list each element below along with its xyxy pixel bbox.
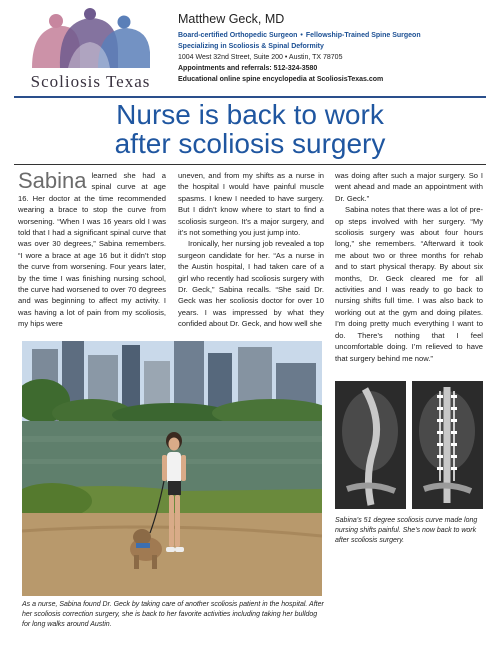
dropcap-name: Sabina xyxy=(18,168,87,193)
col2-paragraph-2: Ironically, her nursing job revealed a top surgeon candidate for her. “As a nurse in the Austin hospital, I had taken care of a girl who recently had scoliosis surgery with Dr. Geck,” Sabina recalls. “She said Dr. Geck was her scoliosis doctor for over 10 years. I was impressed by what they confided about Dr. Geck, and how well she xyxy=(178,239,324,329)
col3-paragraph-1: was doing after such a major surgery. So I went ahead and made an appointment with Dr. Geck.” xyxy=(335,171,483,203)
doctor-name: Matthew Geck, MD xyxy=(178,12,285,26)
article-title xyxy=(0,100,500,158)
page-header xyxy=(0,0,500,98)
address: 1004 West 32nd Street, Suite 200 • Austin, TX 78705 xyxy=(178,54,343,61)
col3-paragraph-2: Sabina notes that there was a lot of pre-op steps involved with her surgery. “My scoliosis surgery was about four hours long,” she remembers. “Afterward it took me about two or three months for rehab and to start physical therapy. By about six months, Dr. Geck cleared me for all activities and I was ready to go back to nursing shifts full time. I was also back to working out at the gym and doing pilates. I’m doing pretty much everything I want to do. There’s nothing that I feel uncomfortable doing. I’m relieved to have that surgery behind me now.” xyxy=(335,205,483,363)
col1-paragraph-1: learned she had a spinal curve at age 16. Her doctor at the time recommended wearing a brace to stop the curve from worsening. “When I was 16 years old I was told that I had a significant spinal curve that was over 30 degrees,” Sabina remembers. “I wore a brace at age 16 but it didn’t stop the curve from worsening. Four years later, by the time I was finishing nursing school, the curve had worsened to over 70 degrees and was beginning to affect my activity. I was having a lot of pain from my scoliosis, my hips were xyxy=(18,171,166,329)
column-1 xyxy=(18,170,166,330)
sabina-walking-dog-photo xyxy=(22,341,322,596)
title-line-2: after scoliosis surgery xyxy=(114,128,386,159)
specialty: Specializing in Scoliosis & Spinal Deformity xyxy=(178,43,324,50)
header-divider xyxy=(14,96,486,98)
logo-wordmark: Scoliosis Texas xyxy=(30,72,151,91)
column-2 xyxy=(178,170,324,330)
credential-orthopedic: Board-certified Orthopedic Surgeon xyxy=(178,32,298,39)
appointments-line: Appointments and referrals: 512-324-3580 xyxy=(178,65,318,72)
encyclopedia-line: Educational online spine encyclopedia at ScoliosisTexas.com xyxy=(178,76,384,83)
title-divider xyxy=(14,164,486,165)
scoliosis-texas-logo xyxy=(18,8,163,94)
xray-caption: Sabina’s 51 degree scoliosis curve made long nursing shifts painful. She’s now back to work after scoliosis surgery. xyxy=(335,517,478,544)
before-after-xrays xyxy=(335,381,483,509)
bullet-separator: • xyxy=(300,32,303,39)
title-line-1: Nurse is back to work xyxy=(116,99,384,130)
credential-fellowship: Fellowship-Trained Spine Surgeon xyxy=(305,32,421,39)
doctor-info xyxy=(178,12,488,85)
col2-paragraph-1: uneven, and from my shifts as a nurse in the hospital I would have painful muscle spasms. I knew I needed to have surgery. But I didn’t know where to start to find a scoliosis surgeon. It’s a major surgery, and it’s not something you just jump into. xyxy=(178,171,324,238)
logo-figures-icon xyxy=(18,8,163,74)
column-3 xyxy=(335,170,483,364)
credentials xyxy=(178,30,488,41)
photo-caption: As a nurse, Sabina found Dr. Geck by taking care of another scoliosis patient in the hospital. After her scoliosis correction surgery, she is back to her favorite activities including taking her bulldog for long walks around Austin. xyxy=(22,601,324,628)
